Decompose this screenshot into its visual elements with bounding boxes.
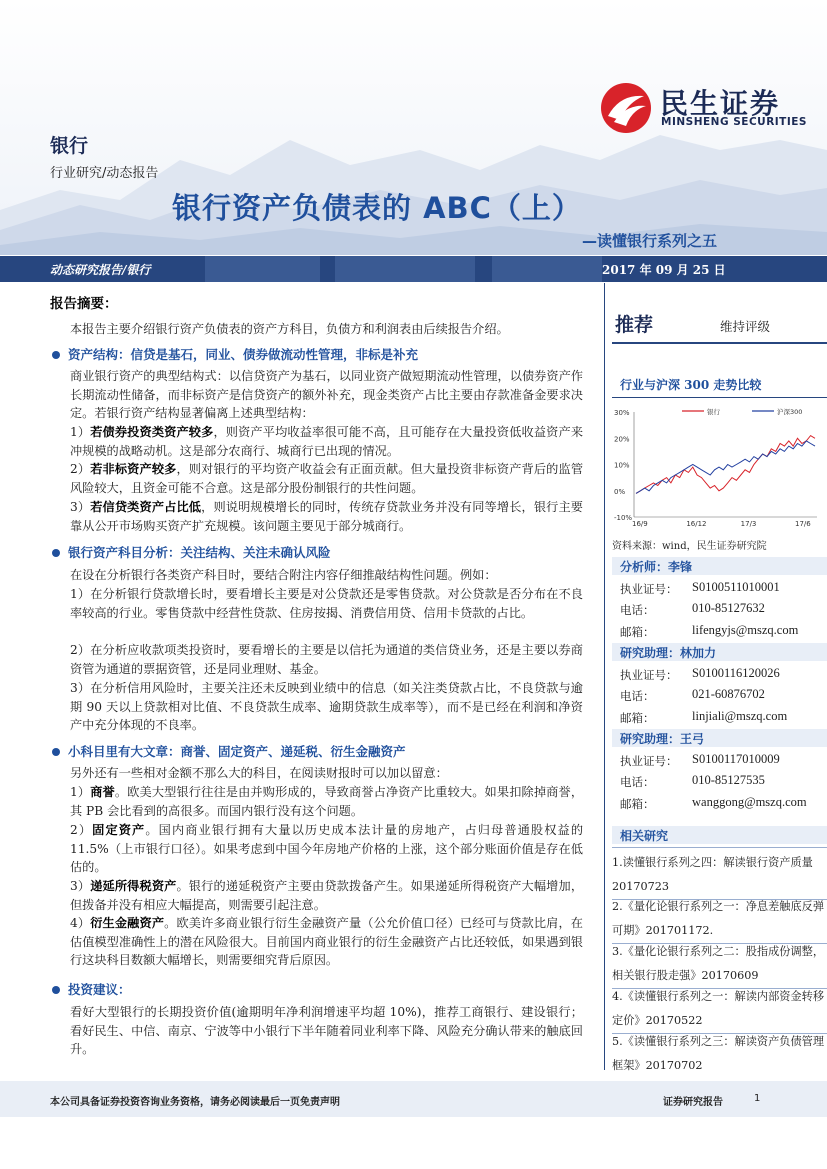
x-tick-label: 16/12 <box>686 520 707 528</box>
abstract-intro: 本报告主要介绍银行资产负债表的资产方科目，负债方和利润表由后续报告介绍。 <box>70 322 509 336</box>
divider <box>612 342 827 344</box>
logo-chinese: 民生证券 <box>660 87 781 120</box>
divider <box>612 397 827 398</box>
assistant1-email[interactable]: linjiali@mszq.com <box>692 709 788 723</box>
chart-title: 行业与沪深 300 走势比较 <box>620 378 762 392</box>
related-item[interactable]: 5.《读懂银行系列之三：解读资产负债管理框架》20170702 <box>612 1035 825 1072</box>
chart-source: 资料来源：wind，民生证券研究院 <box>612 541 767 552</box>
assistant1-name: 研究助理：林加力 <box>620 646 717 660</box>
section-asset-analysis: 银行资产科目分析：关注结构、关注未确认风险 <box>52 543 331 561</box>
assistant1-cert-label: 执业证号： <box>620 668 678 682</box>
footer-disclaimer: 本公司具备证券投资咨询业务资格，请务必阅读最后一页免责声明 <box>50 1097 340 1108</box>
rating-label: 推荐 <box>615 314 654 336</box>
report-date: 2017 年 09 月 25 日 <box>602 263 726 277</box>
section-investment: 投资建议： <box>52 980 131 998</box>
report-title: 银行资产负债表的 ABC（上） <box>172 191 582 225</box>
legend-label: 银行 <box>707 408 720 416</box>
y-tick-label: 30% <box>614 409 630 417</box>
industry-label: 银行 <box>50 135 89 157</box>
assistant2-phone-label: 电话： <box>620 775 655 789</box>
y-tick-label: 0% <box>614 487 626 496</box>
bar-stripe <box>492 256 602 282</box>
assistant2-phone: 010-85127535 <box>692 773 765 787</box>
y-tick-label: 10% <box>614 461 630 470</box>
paragraph: 3）在分析信用风险时，主要关注还未反映到业绩中的信息（如关注类贷款占比，不良贷款与逾期 90 天以上贷款相对比值、不良贷款生成率、逾期贷款生成率等），而不是已经在利润和净资产中充分体现的不良率。 <box>70 681 583 733</box>
paragraph: 另外还有一些相对金额不那么大的科目，在阅读财报时可以加以留意： <box>70 766 448 780</box>
report-category: 动态研究报告/银行 <box>50 263 151 277</box>
paragraph: 1）商誉。欧美大型银行往往是由并购形成的，导致商誉占净资产比重较大。如果扣除掉商誉，其 PB 会比看到的高很多。而国内银行没有这个问题。 <box>70 785 584 818</box>
y-tick-label: 20% <box>614 435 630 444</box>
analyst-email-label: 邮箱： <box>620 625 655 639</box>
bullet-icon <box>52 549 60 557</box>
analyst-cert-label: 执业证号： <box>620 582 678 596</box>
paragraph: 3）递延所得税资产。银行的递延税资产主要由贷款拨备产生。如果递延所得税资产大幅增加，但拨备并没有相应大幅提高，则需要引起注意。 <box>70 879 584 912</box>
footer-doc-type: 证券研究报告 <box>663 1097 723 1108</box>
minsheng-logo-icon <box>600 82 652 134</box>
assistant2-cert-label: 执业证号： <box>620 754 678 768</box>
report-type: 行业研究/动态报告 <box>50 166 159 181</box>
analyst-email[interactable]: lifengyjs@mszq.com <box>692 623 799 637</box>
paragraph: 2）在分析应收款项类投资时，要看增长的主要是以信托为通道的类信贷业务，还是主要以券商资管为通道的票据资管，还是同业理财、基金。 <box>70 643 583 676</box>
paragraph: 4）衍生金融资产。欧美许多商业银行衍生金融资产量（公允价值口径）已经可与贷款比肩，在估值模型准确性上的潜在风险很大。目前国内商业银行的衍生金融资产占比还较低，如果遇到银行这块科目数额大幅增长，则需要细究背后原因。 <box>70 916 583 968</box>
trend-chart <box>612 402 822 532</box>
related-item[interactable]: 1.读懂银行系列之四：解读银行资产质量 20170723 <box>612 856 813 893</box>
bar-stripe <box>205 256 320 282</box>
divider <box>612 847 827 848</box>
paragraph: 3）若信贷类资产占比低，则说明规模增长的同时，传统存贷款业务并没有同等增长，银行主要靠从公开市场购买资产扩充规模。该问题主要见于部分城商行。 <box>70 500 583 533</box>
assistant2-email-label: 邮箱： <box>620 797 655 811</box>
section-small-items: 小科目里有大文章：商誉、固定资产、递延税、衍生金融资产 <box>52 742 406 760</box>
analyst-phone: 010-85127632 <box>692 601 765 615</box>
assistant2-cert: S0100117010009 <box>692 752 780 766</box>
paragraph: 1）在分析银行贷款增长时，要看增长主要是对公贷款还是零售贷款。对公贷款是否分布在不良率较高的行业。零售贷款中经营性贷款、住房按揭、消费信用贷、信用卡贷款的占比。 <box>70 587 583 620</box>
assistant1-phone-label: 电话： <box>620 689 655 703</box>
paragraph: 2）固定资产。国内商业银行拥有大量以历史成本法计量的房地产，占归母普通股权益的 11.5%（上市银行口径）。如果考虑到中国今年房地产价格的上涨，这个部分账面价值是存在低估的。 <box>70 823 584 875</box>
series-line-0 <box>636 436 815 494</box>
paragraph: 在设在分析银行各类资产科目时，要结合附注内容仔细推敲结构性问题。例如： <box>70 568 497 582</box>
bar-stripe <box>335 256 475 282</box>
report-subtitle: —读懂银行系列之五 <box>582 232 718 250</box>
logo-english: MINSHENG SECURITIES <box>661 116 807 128</box>
y-tick-label: -10% <box>614 514 633 522</box>
paragraph: 看好大型银行的长期投资价值(逾期明年净利润增速平均超 10%)，推荐工商银行、建设银行；看好民生、中信、南京、宁波等中小银行下半年随着同业利率下降、风险充分确认带来的触底回升。 <box>70 1005 583 1057</box>
paragraph: 1）若债券投资类资产较多，则资产平均收益率很可能不高，且可能存在大量投资低收益资产来冲规模的战略动机。这是部分农商行、城商行已出现的情况。 <box>70 425 584 458</box>
assistant1-cert: S0100116120026 <box>692 666 780 680</box>
page-number: 1 <box>754 1093 761 1104</box>
legend-label: 沪深300 <box>777 408 803 416</box>
abstract-title: 报告摘要： <box>50 296 118 312</box>
x-tick-label: 16/9 <box>632 520 648 528</box>
analyst-name: 分析师：李锋 <box>620 560 693 574</box>
section-asset-structure: 资产结构：信贷是基石，同业、债券做流动性管理，非标是补充 <box>52 345 418 363</box>
paragraph: 2）若非标资产较多，则对银行的平均资产收益会有正面贡献。但大量投资非标资产背后的监管风险较大，且资金可能不合意。这是部分股份制银行的共性问题。 <box>70 462 584 495</box>
rating-note: 维持评级 <box>720 319 771 334</box>
column-divider <box>604 283 605 1070</box>
assistant1-phone: 021-60876702 <box>692 687 765 701</box>
assistant2-name: 研究助理：王弓 <box>620 732 705 746</box>
related-item[interactable]: 3.《量化论银行系列之二：股指成份调整，相关银行股走强》20170609 <box>612 945 825 982</box>
analyst-cert: S0100511010001 <box>692 580 780 594</box>
assistant1-email-label: 邮箱： <box>620 711 655 725</box>
assistant2-email[interactable]: wanggong@mszq.com <box>692 795 807 809</box>
related-item[interactable]: 2.《量化论银行系列之一：净息差触底反弹可期》201701172. <box>612 900 825 937</box>
bullet-icon <box>52 748 60 756</box>
bullet-icon <box>52 351 60 359</box>
related-item[interactable]: 4.《读懂银行系列之一：解读内部资金转移定价》20170522 <box>612 990 825 1027</box>
paragraph: 商业银行资产的典型结构式：以信贷资产为基石，以同业资产做短期流动性管理，以债券资产作长期流动性储备，而非标资产是信贷资产的额外补充，现金类资产占比主要由存款准备金要求决定。若银行资产结构显著偏离上述典型结构： <box>70 369 583 421</box>
x-tick-label: 17/3 <box>740 520 757 528</box>
x-tick-label: 17/6 <box>795 520 811 528</box>
bullet-icon <box>52 986 60 994</box>
related-title: 相关研究 <box>620 829 669 843</box>
analyst-phone-label: 电话： <box>620 603 655 617</box>
